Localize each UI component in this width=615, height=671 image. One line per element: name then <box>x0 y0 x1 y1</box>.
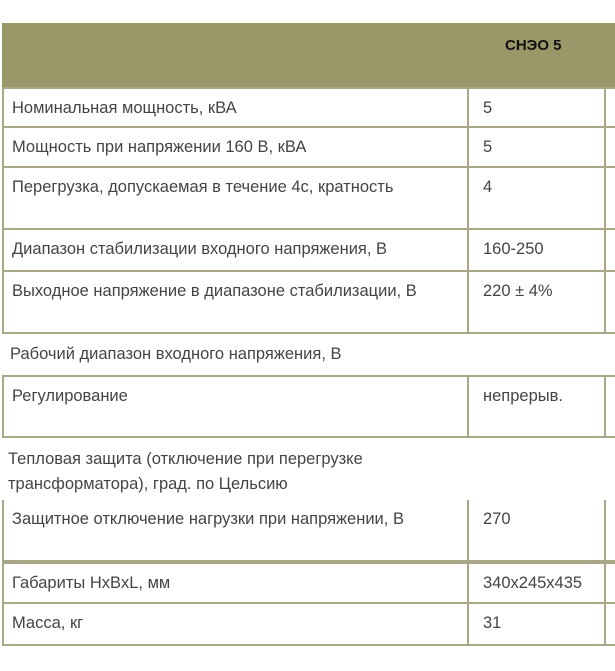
row-value: 270 <box>469 500 606 560</box>
row-value: 340x245x435 <box>469 564 606 602</box>
row-label: Габариты HxBxL, мм <box>4 564 469 602</box>
row-label: Защитное отключение нагрузки при напряжении, В <box>4 500 469 560</box>
table-row <box>2 604 615 646</box>
row-value: 5 <box>469 89 606 126</box>
row-label: Масса, кг <box>4 604 469 644</box>
row-value: 160-250 <box>469 230 606 270</box>
row-value: 4 <box>469 168 606 228</box>
row-label: Диапазон стабилизации входного напряжения, В <box>4 230 469 270</box>
table-row <box>2 375 615 438</box>
row-label: Тепловая защита (отключение при перегрузке трансформатора), град. по Цельсию <box>8 450 363 493</box>
table-row <box>2 500 615 562</box>
model-column-header: СНЭО 5 <box>505 37 562 54</box>
table-row <box>2 128 615 168</box>
table-header <box>2 23 615 87</box>
table-row <box>2 168 615 230</box>
table-row <box>2 230 615 272</box>
table-row <box>2 87 615 128</box>
row-value: 31 <box>469 604 606 644</box>
row-label: Номинальная мощность, кВА <box>4 89 469 126</box>
table-row <box>2 562 615 604</box>
row-label: Перегрузка, допускаемая в течение 4с, кратность <box>4 168 469 228</box>
row-label: Мощность при напряжении 160 В, кВА <box>4 128 469 166</box>
row-value: 5 <box>469 128 606 166</box>
row-value: 220 ± 4% <box>469 272 606 332</box>
row-label: Регулирование <box>4 377 469 436</box>
row-label: Рабочий диапазон входного напряжения, В <box>10 345 342 363</box>
row-value: непрерыв. <box>469 377 606 436</box>
row-label: Выходное напряжение в диапазоне стабилизации, В <box>4 272 469 332</box>
table-row <box>2 272 615 334</box>
